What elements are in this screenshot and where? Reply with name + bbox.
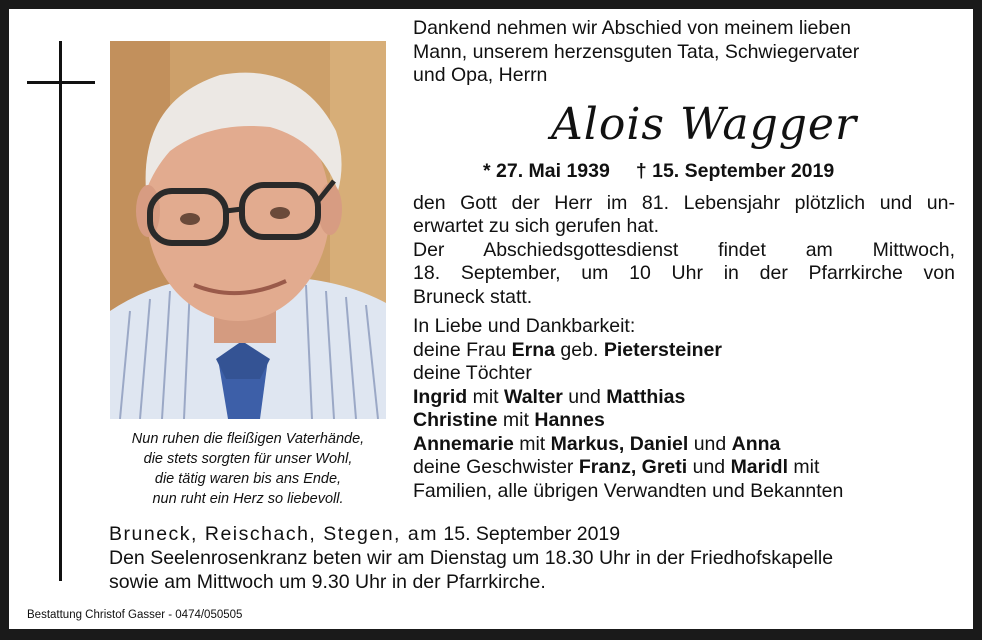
birth-date: * 27. Mai 1939 <box>483 159 610 182</box>
mourner-daughters-label: deine Töchter <box>413 362 532 384</box>
poem-line: Nun ruhen die fleißigen Vaterhände, <box>131 431 365 447</box>
cross-icon <box>59 41 62 581</box>
undertaker-footer: Bestattung Christof Gasser - 0474/050505 <box>27 609 243 621</box>
passing-line: den Gott der Herr im 81. Lebensjahr plötzlich und un- <box>413 191 955 214</box>
mourner-family-annemarie: Annemarie mit Markus, Daniel und Anna <box>413 432 781 455</box>
poem-line: die stets sorgten für unser Wohl, <box>143 451 353 467</box>
poem-line: nun ruht ein Herz so liebevoll. <box>152 491 344 507</box>
service-line: Bruneck statt. <box>413 285 533 308</box>
intro-line: Mann, unserem herzensguten Tata, Schwiegervater <box>413 40 860 63</box>
mourner-relatives: Familien, alle übrigen Verwandten und Bekannten <box>413 479 844 502</box>
obituary-card <box>9 9 973 629</box>
rosary-line: sowie am Mittwoch um 9.30 Uhr in der Pfarrkirche. <box>109 571 546 593</box>
cross-icon-bar <box>27 81 95 84</box>
mourner-wife: deine Frau Erna geb. Pietersteiner <box>413 338 722 361</box>
death-date: † 15. September 2019 <box>635 159 835 182</box>
portrait-photo <box>110 41 386 419</box>
mourner-family-christine: Christine mit Hannes <box>413 409 605 431</box>
passing-line: erwartet zu sich gerufen hat. <box>413 215 660 237</box>
mourner-siblings: deine Geschwister Franz, Greti und Maridl mit <box>413 456 820 478</box>
place-date-line: Bruneck, Reischach, Stegen, am 15. September 2019 <box>109 523 621 545</box>
mourner-family-ingrid: Ingrid mit Walter und Matthias <box>413 385 686 408</box>
life-dates <box>413 158 955 184</box>
portrait-illustration <box>110 41 386 419</box>
announcement-text <box>413 17 955 503</box>
rosary-line: Den Seelenrosenkranz beten wir am Dienstag um 18.30 Uhr in der Friedhofskapelle <box>109 547 834 569</box>
service-line: Der Abschiedsgottesdienst findet am Mittwoch, <box>413 238 955 261</box>
intro-line: Dankend nehmen wir Abschied von meinem lieben <box>413 17 851 39</box>
intro-line: und Opa, Herrn <box>413 64 548 86</box>
poem-caption <box>101 429 395 509</box>
service-line: 18. September, um 10 Uhr in der Pfarrkirche von <box>413 262 955 284</box>
deceased-name: Alois Wagger <box>550 98 857 150</box>
mourners-heading: In Liebe und Dankbarkeit: <box>413 315 636 337</box>
closing-section <box>109 522 959 594</box>
poem-line: die tätig waren bis ans Ende, <box>154 471 342 487</box>
